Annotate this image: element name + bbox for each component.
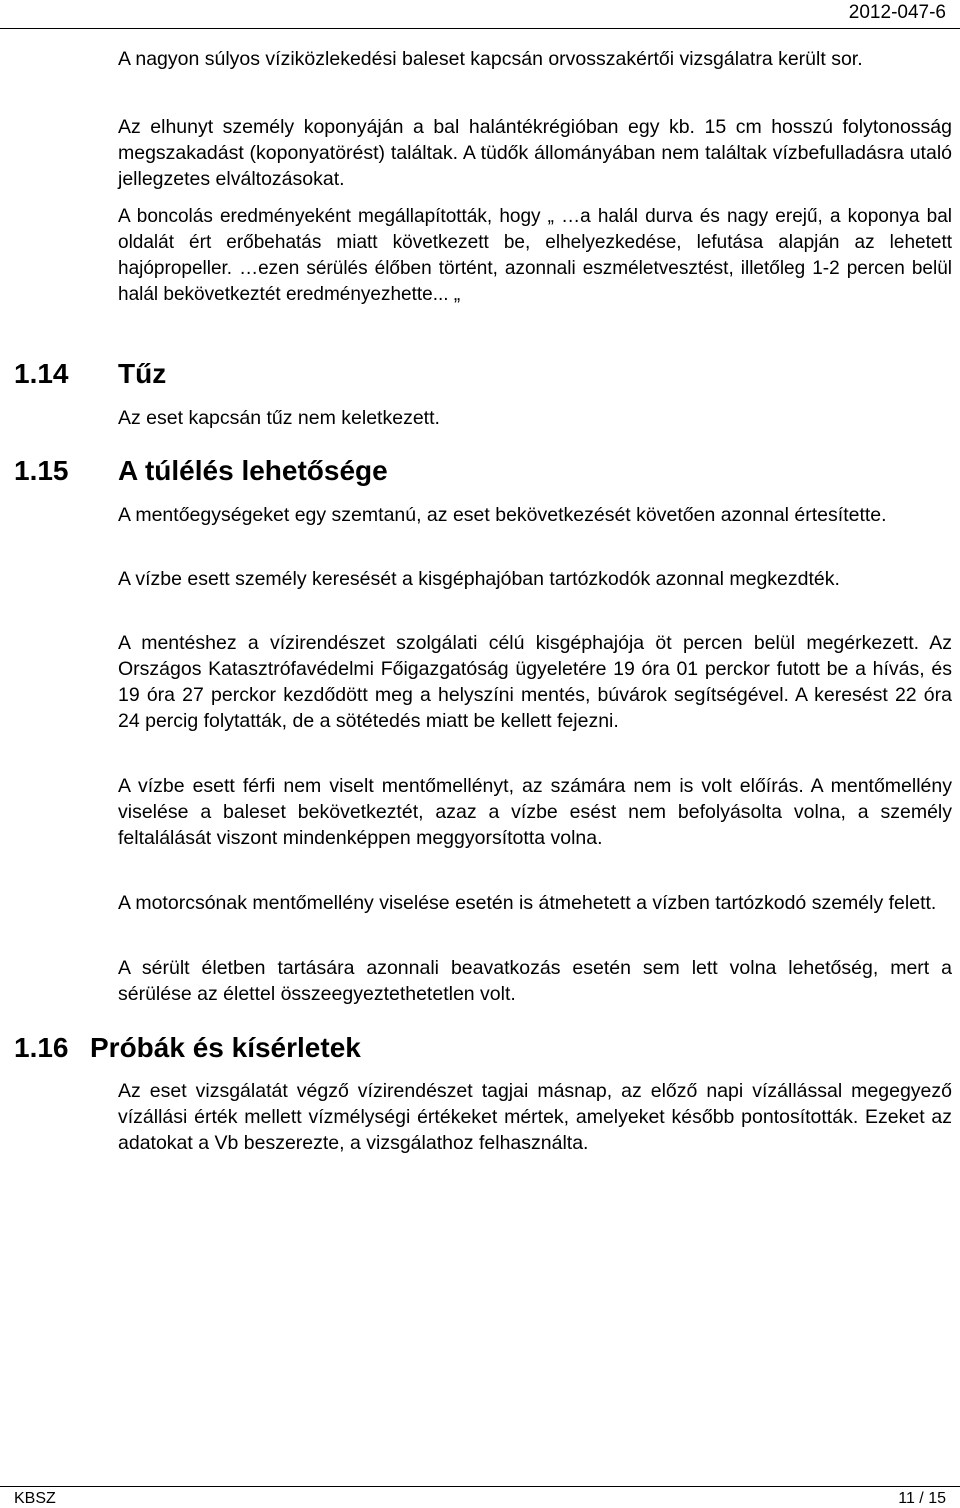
paragraph: A motorcsónak mentőmellény viselése esetén is átmehetett a vízben tartózkodó személy felett. bbox=[118, 892, 937, 914]
section-title: Tűz bbox=[118, 358, 167, 389]
paragraph: A vízbe esett férfi nem viselt mentőmellényt, az számára nem is volt előírás. A mentőmellény viselése a baleset bekövetkeztét, azaz a vízbe esést nem befolyásolta volna, a személy feltalálását viszont mindenképpen meggyorsította volna. bbox=[118, 775, 952, 849]
section-heading-1-14 bbox=[14, 358, 166, 390]
paragraph: Az eset kapcsán tűz nem keletkezett. bbox=[118, 407, 440, 429]
section-heading-1-16 bbox=[14, 1032, 361, 1064]
paragraph: A vízbe esett személy keresését a kisgéphajóban tartózkodók azonnal megkezdték. bbox=[118, 568, 840, 590]
document-id: 2012-047-6 bbox=[848, 2, 946, 23]
autopsy-quote: A boncolás eredményeként megállapították, hogy „ …a halál durva és nagy erejű, a koponya bal oldalát ért erőbehatás miatt következett be, elhelyezkedése, lefutása alapján az lehetett hajópropeller. …ezen sérülés élőben történt, azonnali eszméletvesztést, illetőleg 1-2 percen belül halál bekövetkeztét eredményezhette... „ bbox=[118, 206, 952, 305]
section-number: 1.16 bbox=[14, 1032, 69, 1063]
paragraph: A sérült életben tartására azonnali beavatkozás esetén sem lett volna lehetőség, mert a sérülése az élettel összeegyeztethetetlen volt. bbox=[118, 957, 952, 1005]
header-divider bbox=[0, 28, 960, 29]
paragraph: Az eset vizsgálatát végző vízirendészet tagjai másnap, az előző napi vízállással megegyező vízállási érték mellett vízmélységi értékeket mértek, amelyeket később pontosították. Ezeket az adatokat a Vb beszerezte, a vizsgálathoz felhasználta. bbox=[118, 1080, 952, 1154]
paragraph: A nagyon súlyos víziközlekedési baleset kapcsán orvosszakértői vizsgálatra került sor. bbox=[118, 48, 863, 70]
footer-divider bbox=[0, 1486, 960, 1487]
paragraph: A mentőegységeket egy szemtanú, az eset bekövetkezését követően azonnal értesítette. bbox=[118, 504, 887, 526]
section-title: Próbák és kísérletek bbox=[90, 1032, 361, 1063]
section-title: A túlélés lehetősége bbox=[118, 455, 388, 486]
paragraph: A mentéshez a vízirendészet szolgálati célú kisgéphajója öt percen belül megérkezett. Az Országos Katasztrófavédelmi Főigazgatóság ügyeletére 19 óra 01 perckor futott be a hívás, és 19 óra 27 perckor kezdődött meg a helyszíni mentés, búvárok segítségével. A keresést 22 óra 24 percig folytatták, de a sötétedés miatt be kellett fejezni. bbox=[118, 632, 952, 732]
footer-org: KBSZ bbox=[14, 1490, 56, 1507]
page-number: 11 / 15 bbox=[898, 1490, 946, 1507]
section-heading-1-15 bbox=[14, 455, 388, 487]
section-number: 1.14 bbox=[14, 358, 69, 389]
section-number: 1.15 bbox=[14, 455, 69, 486]
paragraph: Az elhunyt személy koponyáján a bal halántékrégióban egy kb. 15 cm hosszú folytonosság megszakadást (koponyatörést) találtak. A tüdők állományában nem találtak vízbefulladásra utaló jellegzetes elváltozásokat. bbox=[118, 116, 952, 190]
